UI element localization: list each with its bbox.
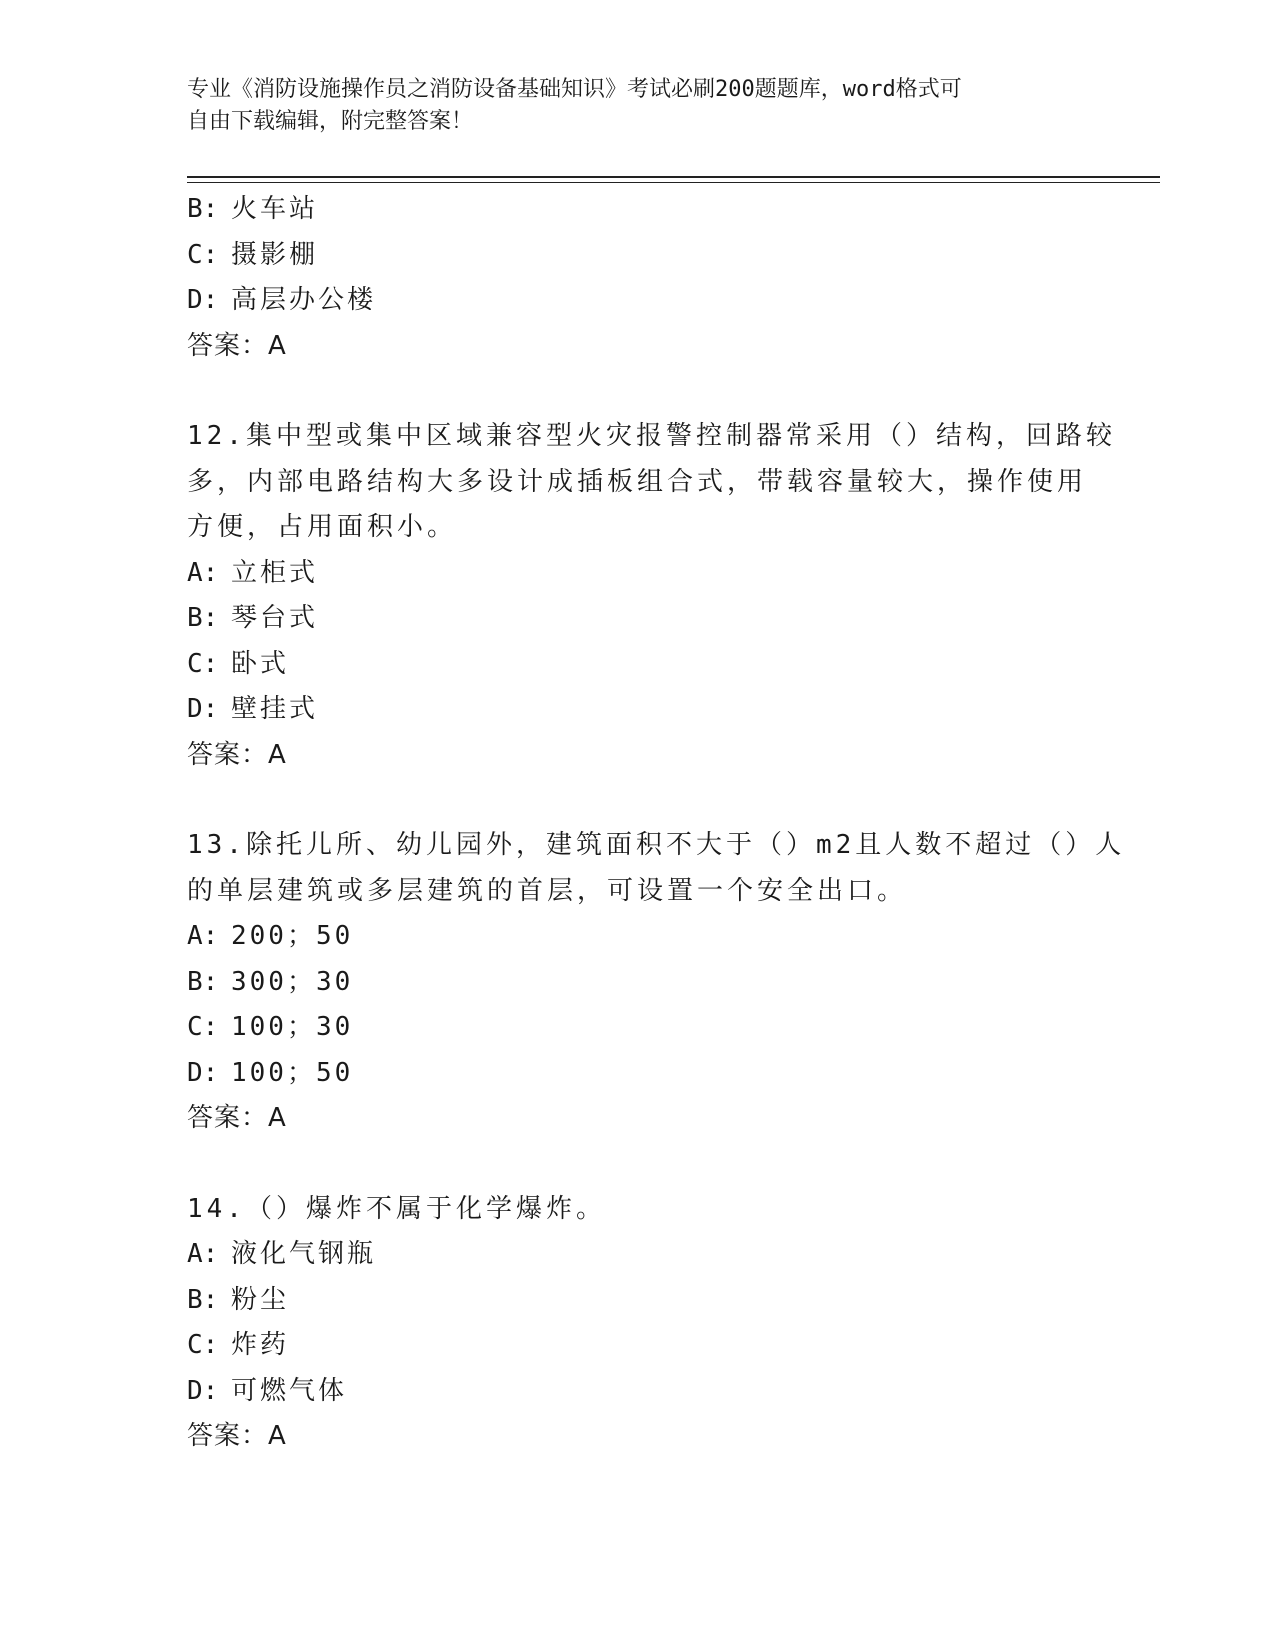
option-key: B:: [187, 1284, 219, 1315]
option-key: A:: [187, 1239, 219, 1269]
option-b: [187, 596, 1087, 642]
header-divider-thick: [187, 176, 1160, 178]
option-a: [187, 551, 1087, 597]
document-header: [187, 74, 1087, 138]
option-text: 液化气钢瓶: [231, 1239, 377, 1269]
option-a: [187, 914, 1087, 960]
header-title-line-2: 自由下载编辑，附完整答案！: [187, 109, 474, 134]
option-key: D:: [187, 1375, 219, 1406]
question-stem-line: 12.集中型或集中区域兼容型火灾报警控制器常采用（）结构，回路较: [187, 421, 1116, 451]
option-d: [187, 1051, 1087, 1097]
answer-line: 答案：A: [187, 1421, 287, 1451]
answer-line: 答案：A: [187, 739, 287, 770]
option-key: C:: [187, 1012, 219, 1042]
question-stem-line: 方便，占用面积小。: [187, 512, 458, 542]
option-text: 300；30: [231, 966, 354, 997]
option-text: 100；50: [231, 1057, 354, 1088]
option-text: 壁挂式: [231, 694, 319, 724]
answer-line: 答案：A: [187, 1103, 287, 1133]
option-d: [187, 687, 1087, 733]
question-stem: [187, 414, 1116, 551]
option-text: 可燃气体: [231, 1375, 348, 1406]
question-stem-line: 14.（）爆炸不属于化学爆炸。: [187, 1193, 606, 1224]
option-text: 200；50: [231, 921, 354, 951]
option-b: [187, 960, 1087, 1006]
option-c: [187, 1005, 1087, 1051]
header-divider-thin: [187, 182, 1160, 183]
question-13: [187, 823, 1126, 1142]
option-key: B:: [187, 603, 219, 633]
question-stem: [187, 823, 1126, 914]
question-12: [187, 414, 1116, 778]
question-continued: [187, 187, 1087, 369]
option-key: C:: [187, 1330, 219, 1360]
option-text: 琴台式: [231, 603, 319, 633]
option-key: B:: [187, 194, 219, 224]
question-list: [187, 187, 1126, 1460]
option-key: C:: [187, 648, 219, 679]
option-text: 卧式: [231, 648, 290, 679]
option-b: [187, 187, 1087, 233]
answer-line: 答案：A: [187, 330, 287, 361]
option-key: D:: [187, 285, 219, 315]
option-text: 火车站: [231, 194, 319, 224]
option-text: 粉尘: [231, 1284, 290, 1315]
option-key: C:: [187, 239, 219, 270]
option-c: [187, 1323, 1087, 1369]
option-a: [187, 1232, 1087, 1278]
option-c: [187, 233, 1087, 279]
option-key: B:: [187, 966, 219, 997]
option-text: 100；30: [231, 1012, 354, 1042]
option-key: A:: [187, 557, 219, 588]
option-key: D:: [187, 1057, 219, 1088]
question-stem: [187, 1187, 1087, 1233]
option-key: D:: [187, 694, 219, 724]
question-14: [187, 1187, 1087, 1460]
option-text: 摄影棚: [231, 239, 319, 270]
option-d: [187, 1369, 1087, 1415]
option-b: [187, 1278, 1087, 1324]
question-stem-line: 13.除托儿所、幼儿园外，建筑面积不大于（）m2且人数不超过（）人: [187, 830, 1126, 860]
option-text: 立柜式: [231, 557, 319, 588]
option-c: [187, 642, 1087, 688]
question-stem-line: 多，内部电路结构大多设计成插板组合式，带载容量较大，操作使用: [187, 466, 1088, 497]
option-key: A:: [187, 921, 219, 951]
option-d: [187, 278, 1087, 324]
option-text: 高层办公楼: [231, 285, 377, 315]
question-stem-line: 的单层建筑或多层建筑的首层，可设置一个安全出口。: [187, 875, 908, 906]
option-text: 炸药: [231, 1330, 290, 1360]
header-title-line-1: 专业《消防设施操作员之消防设备基础知识》考试必刷200题题库，word格式可: [187, 77, 962, 102]
